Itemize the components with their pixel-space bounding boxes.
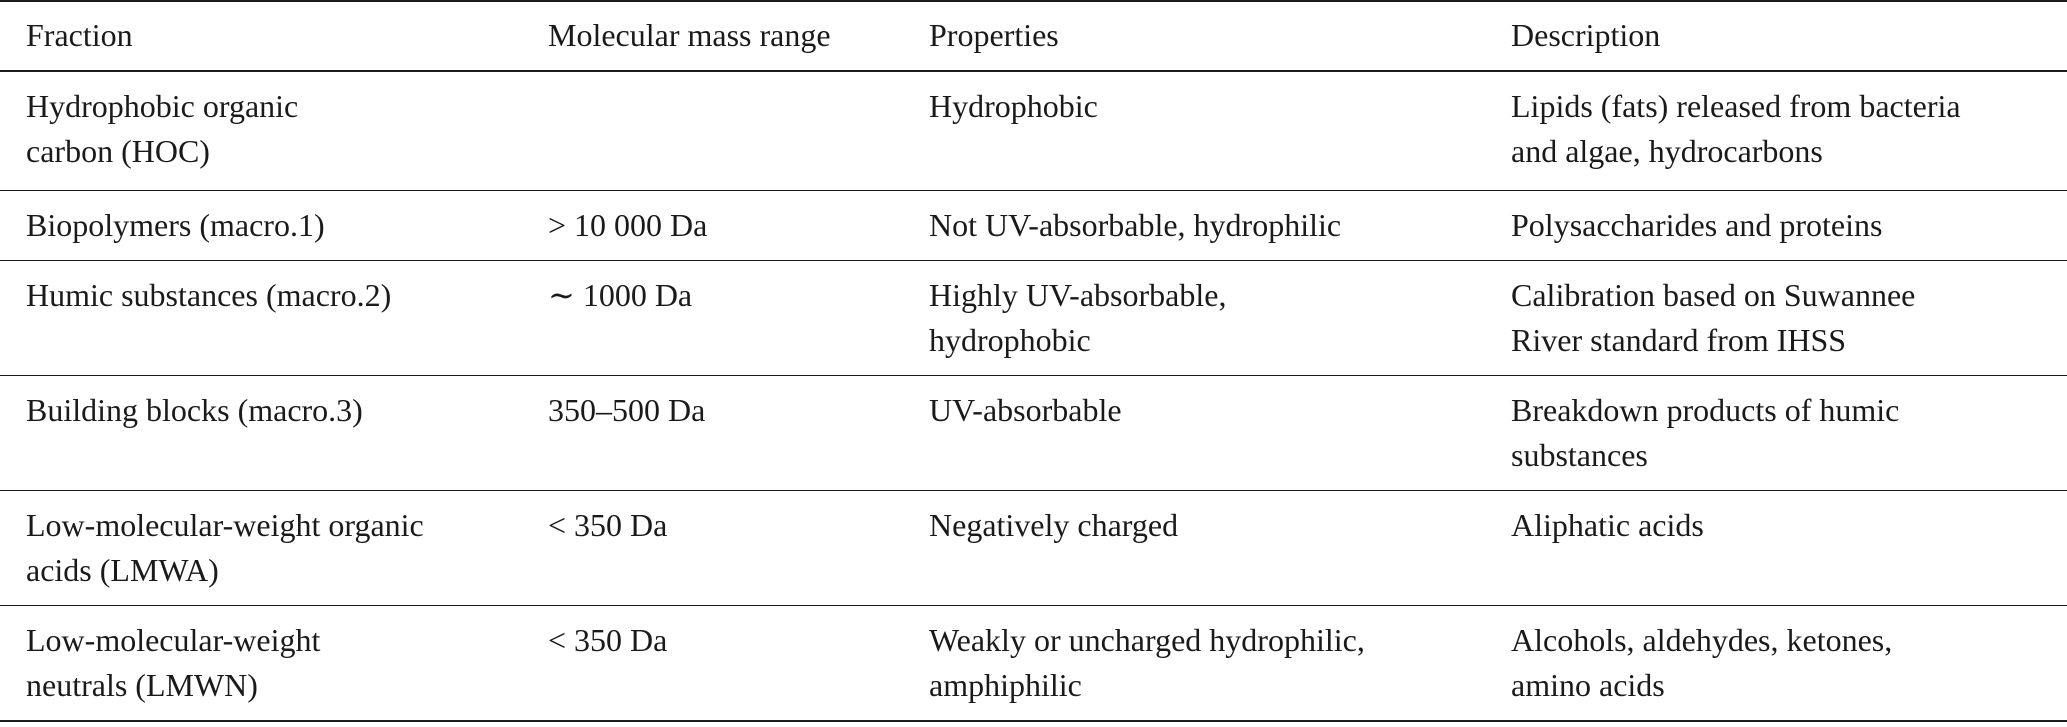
table-row <box>0 71 2067 191</box>
table-header <box>0 1 2067 71</box>
cell-line: Biopolymers (macro.1) <box>26 207 325 243</box>
cell-fraction <box>0 71 548 191</box>
cell-line: Weakly or uncharged hydrophilic, <box>929 622 1365 658</box>
cell-line: substances <box>1511 437 1648 473</box>
cell-line: Alcohols, aldehydes, ketones, <box>1511 622 1893 658</box>
header-description: Description <box>1511 17 1661 53</box>
cell-line: Low-molecular-weight <box>26 622 321 658</box>
cell-line: amino acids <box>1511 667 1665 703</box>
cell-line: and algae, hydrocarbons <box>1511 133 1823 169</box>
cell-properties <box>929 606 1511 722</box>
cell-line: Hydrophobic organic <box>26 88 299 124</box>
table-row <box>0 191 2067 261</box>
header-properties: Properties <box>929 17 1059 53</box>
cell-description <box>1511 191 2067 261</box>
header-molecular-mass-range: Molecular mass range <box>548 17 831 53</box>
cell-properties <box>929 376 1511 491</box>
cell-description <box>1511 71 2067 191</box>
cell-line: Aliphatic acids <box>1511 507 1704 543</box>
cell-line: acids (LMWA) <box>26 552 219 588</box>
cell-line: Humic substances (macro.2) <box>26 277 392 313</box>
cell-properties <box>929 191 1511 261</box>
cell-line: carbon (HOC) <box>26 133 210 169</box>
cell-fraction <box>0 191 548 261</box>
cell-line: River standard from IHSS <box>1511 322 1847 358</box>
cell-line: Breakdown products of humic <box>1511 392 1900 428</box>
cell-mass: > 10 000 Da <box>548 207 708 243</box>
cell-line: Lipids (fats) released from bacteria <box>1511 88 1961 124</box>
cell-line: amphiphilic <box>929 667 1082 703</box>
table-row <box>0 376 2067 491</box>
cell-line: Polysaccharides and proteins <box>1511 207 1883 243</box>
header-fraction: Fraction <box>26 17 133 53</box>
cell-line: UV-absorbable <box>929 392 1122 428</box>
cell-fraction <box>0 606 548 722</box>
cell-fraction <box>0 376 548 491</box>
cell-line: Calibration based on Suwannee <box>1511 277 1916 313</box>
cell-mass <box>548 71 929 191</box>
cell-line: Highly UV-absorbable, <box>929 277 1227 313</box>
table-body <box>0 71 2067 721</box>
cell-line: Low-molecular-weight organic <box>26 507 424 543</box>
cell-properties <box>929 491 1511 606</box>
cell-line: Negatively charged <box>929 507 1179 543</box>
cell-mass: < 350 Da <box>548 622 668 658</box>
cell-mass: ∼ 1000 Da <box>548 277 693 313</box>
cell-line: Not UV-absorbable, hydrophilic <box>929 207 1342 243</box>
cell-fraction <box>0 491 548 606</box>
cell-line: neutrals (LMWN) <box>26 667 258 703</box>
cell-properties <box>929 261 1511 376</box>
table-row <box>0 261 2067 376</box>
table-row <box>0 606 2067 722</box>
cell-line: Hydrophobic <box>929 88 1098 124</box>
header-row <box>0 1 2067 71</box>
cell-description <box>1511 606 2067 722</box>
cell-line: Building blocks (macro.3) <box>26 392 363 428</box>
cell-description <box>1511 376 2067 491</box>
cell-description <box>1511 261 2067 376</box>
cell-fraction <box>0 261 548 376</box>
table-row <box>0 491 2067 606</box>
cell-description <box>1511 491 2067 606</box>
cell-properties <box>929 71 1511 191</box>
cell-mass: 350–500 Da <box>548 392 706 428</box>
cell-line: hydrophobic <box>929 322 1091 358</box>
cell-mass: < 350 Da <box>548 507 668 543</box>
